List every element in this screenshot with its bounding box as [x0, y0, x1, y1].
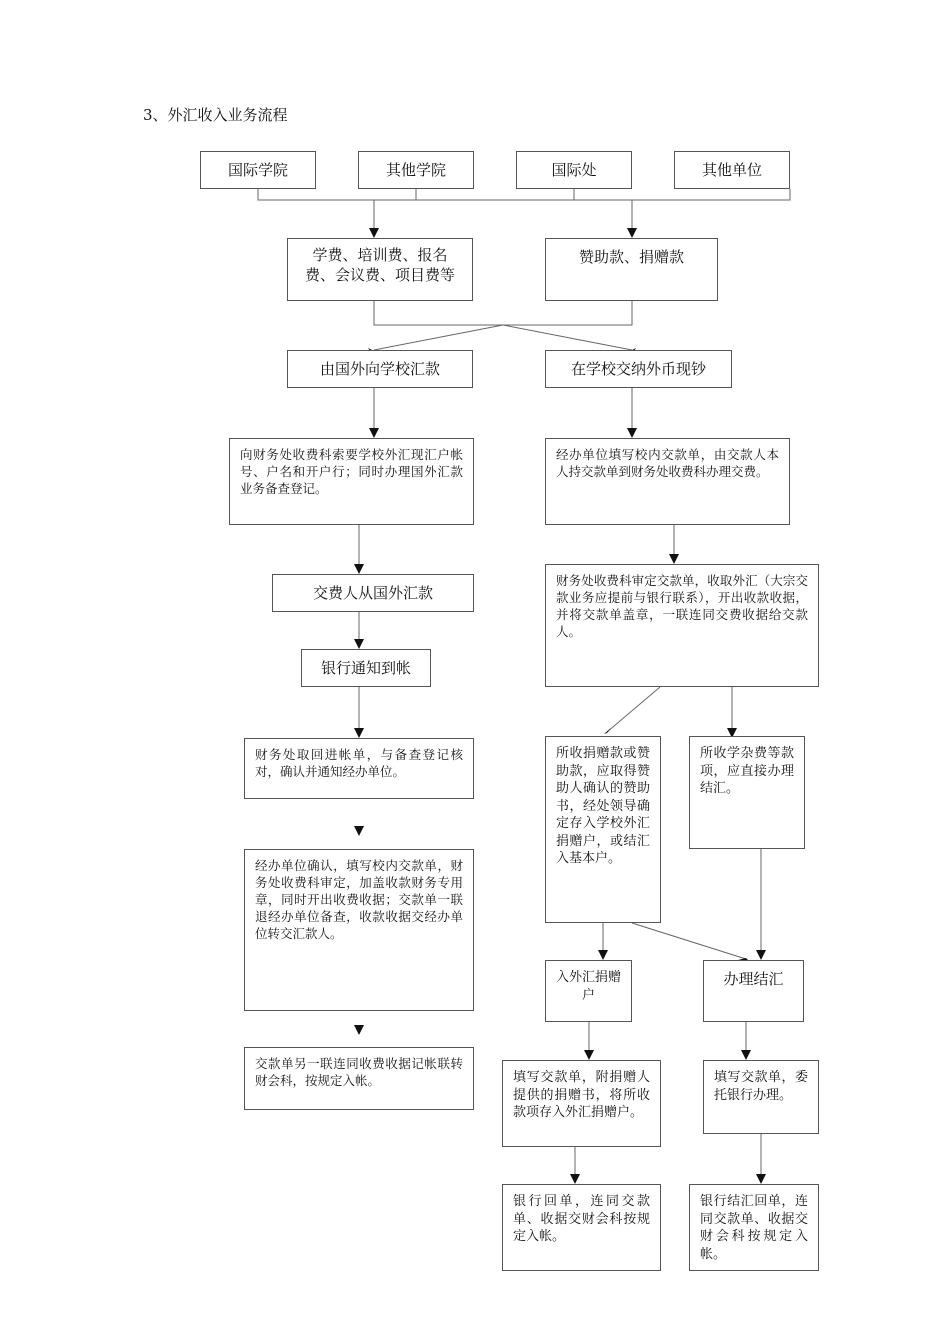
node-settle-receipt: 银行结汇回单，连同交款单、收据交财会科按规定入帐。 — [689, 1184, 819, 1271]
node-verify-receipt: 财务处取回进帐单，与备查登记核对，确认并通知经办单位。 — [244, 738, 474, 799]
node-review-collect: 财务处收费科审定交款单，收取外汇（大宗交款业务应提前与银行联系），开出收款收据，并将交款单盖章，一联连同交费收据给交款人。 — [545, 564, 819, 687]
arrowhead — [354, 1025, 364, 1035]
arrowhead — [741, 1050, 751, 1060]
node-ask-account: 向财务处收费科索要学校外汇现汇户帐号、户名和开户行；同时办理国外汇款业务备查登记。 — [229, 438, 474, 525]
node-fees: 学费、培训费、报名费、会议费、项目费等 — [287, 238, 473, 301]
arrowhead — [369, 428, 379, 438]
node-bank-notice: 银行通知到帐 — [301, 649, 431, 687]
node-fill-slip-donation: 填写交款单，附捐赠人提供的捐赠书，将所收款项存入外汇捐赠户。 — [502, 1060, 661, 1147]
node-payer-remits: 交费人从国外汇款 — [272, 574, 474, 612]
arrowhead — [354, 826, 364, 836]
arrowhead — [756, 1174, 766, 1184]
connector-merge — [374, 301, 632, 325]
node-donations: 赞助款、捐赠款 — [545, 238, 718, 301]
node-donation-branch: 所收捐赠款或赞助款，应取得赞助人确认的赞助书，经处领导确定存入学校外汇捐赠户，或结汇入基本户。 — [545, 736, 661, 923]
arrowhead — [354, 639, 364, 649]
node-settle-fx: 办理结汇 — [703, 960, 804, 1022]
connector-to-cash — [503, 325, 632, 350]
arrowhead — [354, 564, 364, 574]
arrowhead — [756, 950, 766, 960]
node-remit-abroad: 由国外向学校汇款 — [287, 350, 473, 388]
node-bank-receipt: 银行回单，连同交款单、收据交财会科按规定入帐。 — [502, 1184, 661, 1271]
page-title: 3、外汇收入业务流程 — [143, 106, 288, 124]
node-misc-fees: 所收学杂费等款项，应直接办理结汇。 — [689, 736, 805, 849]
arrowhead — [598, 950, 608, 960]
arrowhead — [570, 1174, 580, 1184]
node-to-accounting-left: 交款单另一联连同收费收据记帐联转财会科，按规定入帐。 — [244, 1047, 474, 1110]
node-confirm-stamp: 经办单位确认，填写校内交款单，财务处收费科审定，加盖收款财务专用章，同时开出收费收据；交款单一联退经办单位备查，收款收据交经办单位转交汇款人。 — [244, 849, 474, 1011]
node-src-other-unit: 其他单位 — [674, 151, 790, 189]
arrowhead — [584, 1050, 594, 1060]
arrowhead — [354, 728, 364, 738]
connector-to-donation-branch — [607, 687, 660, 732]
arrowhead — [369, 228, 379, 238]
node-fill-slip-bank: 填写交款单，委托银行办理。 — [703, 1060, 819, 1134]
connector-sources — [258, 189, 790, 200]
arrowhead — [604, 728, 611, 734]
node-fill-slip-cash: 经办单位填写校内交款单，由交款人本人持交款单到财务处收费科办理交费。 — [545, 438, 790, 525]
node-pay-cash: 在学校交纳外币现钞 — [545, 350, 732, 388]
node-src-intl-college: 国际学院 — [200, 151, 316, 189]
arrowhead — [627, 228, 637, 238]
node-src-other-college: 其他学院 — [358, 151, 474, 189]
node-src-intl-office: 国际处 — [516, 151, 632, 189]
arrowhead — [627, 428, 637, 438]
node-donation-account: 入外汇捐赠户 — [545, 960, 632, 1022]
connector — [632, 923, 746, 959]
arrowhead — [669, 554, 679, 564]
connector-to-remit — [374, 325, 503, 350]
